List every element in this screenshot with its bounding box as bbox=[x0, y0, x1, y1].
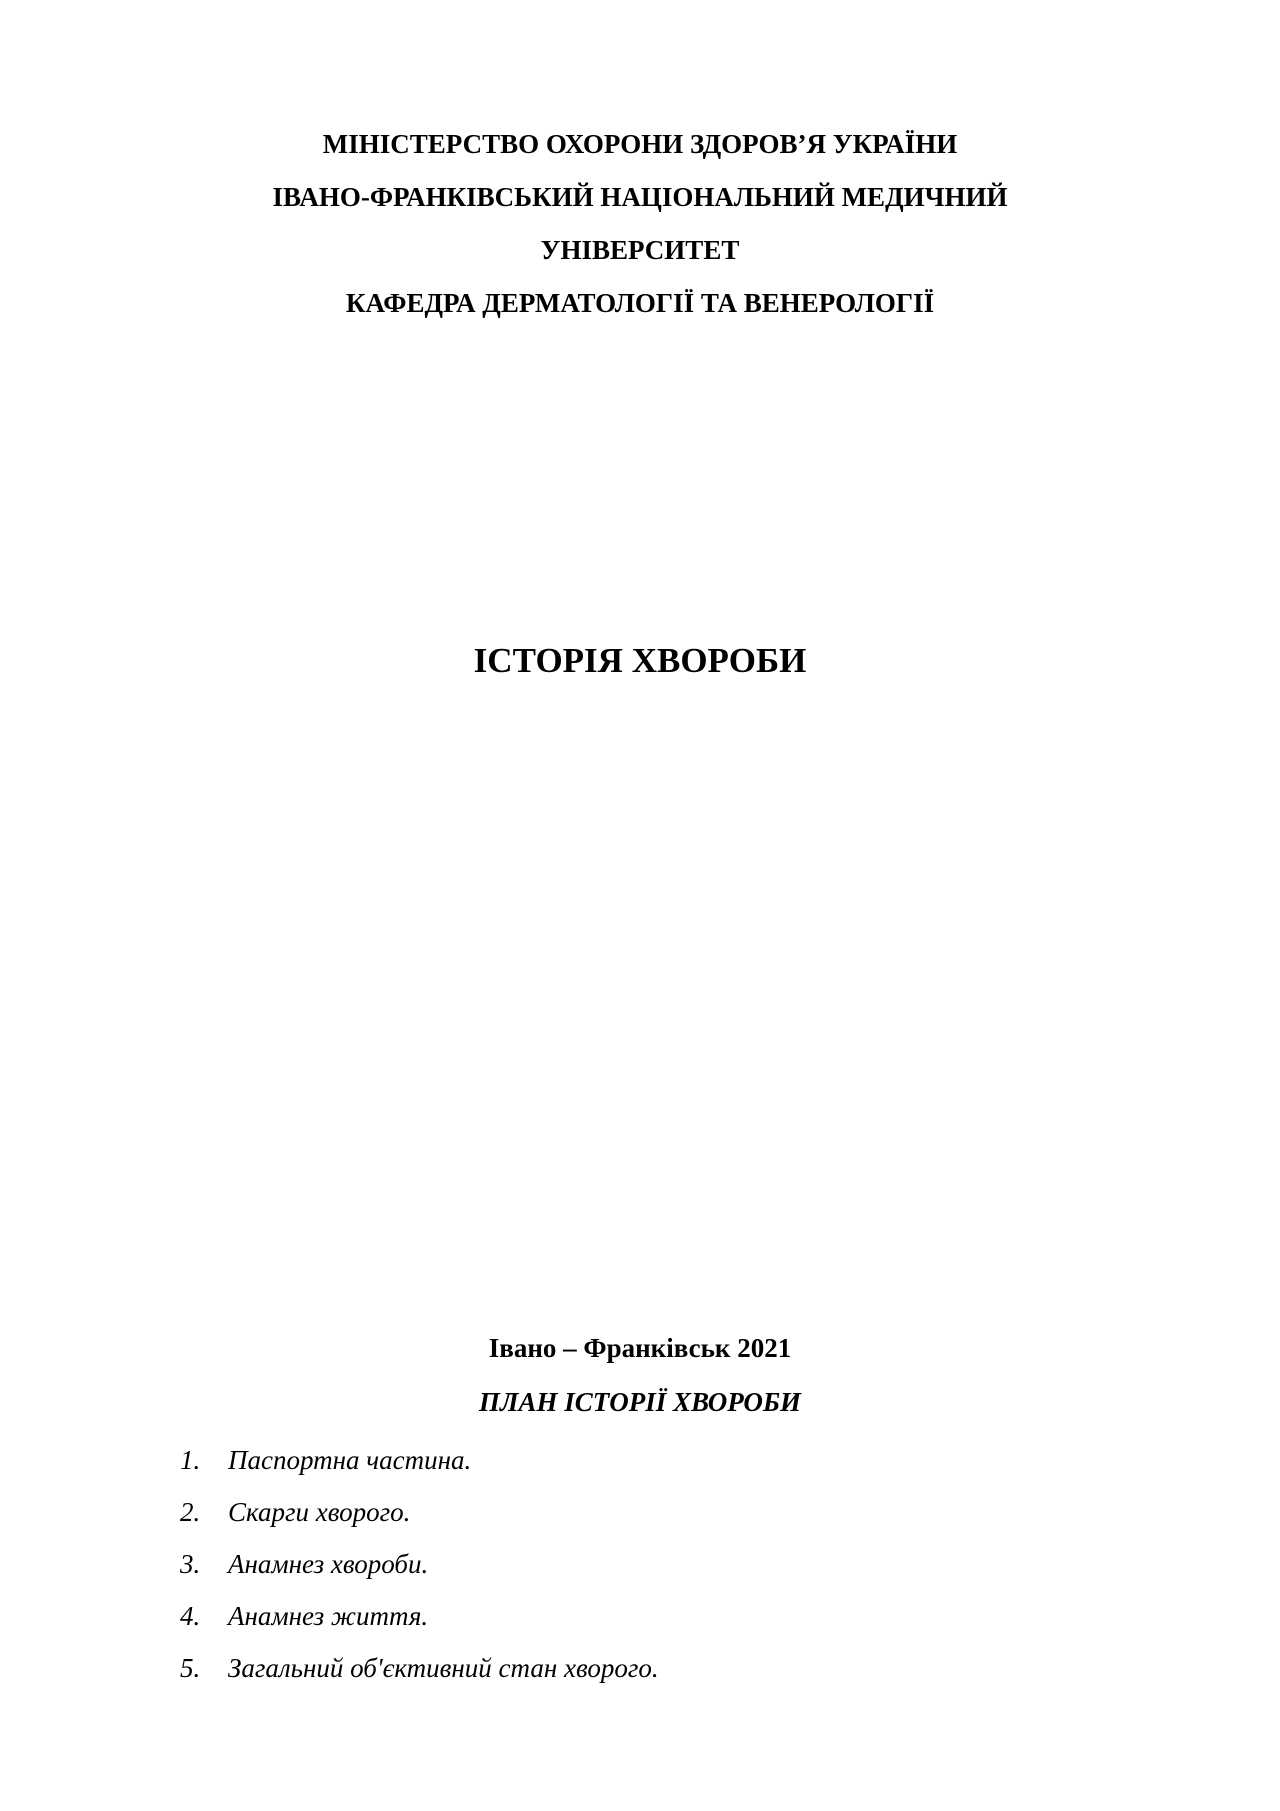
plan-item-text: Анамнез хвороби. bbox=[228, 1549, 429, 1579]
document-title: ІСТОРІЯ ХВОРОБИ bbox=[473, 641, 807, 680]
plan-item-number: 2. bbox=[180, 1497, 201, 1527]
ministry-name: МІНІСТЕРСТВО ОХОРОНИ ЗДОРОВ’Я УКРАЇНИ bbox=[322, 129, 958, 159]
plan-item-number: 4. bbox=[180, 1601, 201, 1631]
plan-title: ПЛАН ІСТОРІЇ ХВОРОБИ bbox=[478, 1387, 802, 1417]
plan-list bbox=[180, 1434, 1180, 1694]
plan-item bbox=[180, 1538, 1180, 1590]
plan-item-number: 3. bbox=[180, 1549, 201, 1579]
plan-item bbox=[180, 1590, 1180, 1642]
plan-item-number: 1. bbox=[180, 1445, 201, 1475]
plan-item-text: Загальний об'єктивний стан хворого. bbox=[228, 1653, 659, 1683]
department-name: КАФЕДРА ДЕРМАТОЛОГІЇ ТА ВЕНЕРОЛОГІЇ bbox=[345, 288, 935, 318]
plan-item-text: Скарги хворого. bbox=[228, 1497, 411, 1527]
plan-item-number: 5. bbox=[180, 1653, 201, 1683]
plan-item bbox=[180, 1642, 1180, 1694]
city-year: Івано – Франківськ 2021 bbox=[488, 1333, 792, 1363]
university-name-line2: УНІВЕРСИТЕТ bbox=[540, 235, 740, 265]
institution-header bbox=[0, 118, 1280, 330]
plan-item bbox=[180, 1486, 1180, 1538]
plan-item-text: Анамнез життя. bbox=[228, 1601, 429, 1631]
plan-item-text: Паспортна частина. bbox=[228, 1445, 472, 1475]
university-name-line1: ІВАНО-ФРАНКІВСЬКИЙ НАЦІОНАЛЬНИЙ МЕДИЧНИЙ bbox=[272, 182, 1008, 212]
plan-item bbox=[180, 1434, 1180, 1486]
